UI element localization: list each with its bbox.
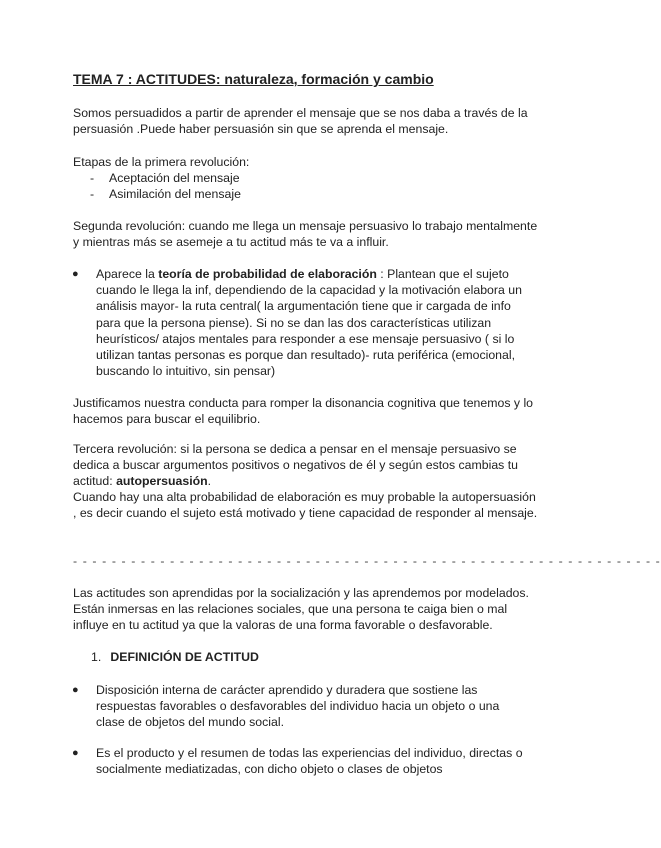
list-item-text: Asimilación del mensaje bbox=[109, 187, 241, 202]
etapas-heading: Etapas de la primera revolución: bbox=[73, 155, 250, 169]
list-item-text: Aceptación del mensaje bbox=[109, 171, 240, 186]
intro-paragraph: Somos persuadidos a partir de aprender el mensaje que se nos daba a través de la persuasión .Puede haber persuasión sin que se aprenda el mensaje. bbox=[73, 106, 528, 137]
actitudes-paragraph: Las actitudes son aprendidas por la socialización y las aprendemos por modelados. Están inmersas en las relaciones sociales, que una persona te caiga bien o mal influye en tu actitud ya que la valoras de una forma favorable o desfavorable. bbox=[73, 586, 529, 633]
section-heading-definicion bbox=[91, 649, 259, 665]
list-item bbox=[73, 186, 538, 202]
justificamos-paragraph: Justificamos nuestra conducta para romper la disonancia cognitiva que tenemos y lo hacemos para buscar el equilibrio. bbox=[73, 396, 534, 427]
definition-text: Es el producto y el resumen de todas las experiencias del individuo, directas o socialmente mediatizadas, con dicho objeto o clases de objetos bbox=[96, 746, 523, 777]
segunda-revolucion-paragraph: Segunda revolución: cuando me llega un mensaje persuasivo lo trabajo mentalmente y mientras más se asemeje a tu actitud más te va a influir. bbox=[73, 219, 538, 250]
bullet-icon: ● bbox=[72, 747, 79, 759]
page-title: TEMA 7 : ACTITUDES: naturaleza, formación y cambio bbox=[73, 71, 434, 87]
tercera-text-before: Tercera revolución: si la persona se dedica a pensar en el mensaje persuasivo se dedica a buscar argumentos positivos o negativos de él y según estos cambias tu actitud: bbox=[73, 442, 518, 489]
section-number: 1. bbox=[91, 650, 102, 664]
list-item bbox=[73, 170, 538, 186]
dash-marker: - bbox=[90, 187, 95, 202]
dashed-separator: - - - - - - - - - - - - - - - - - - - - - - - - - - - - - - - - - - - - - - - - - - - - - - - - - - - - - - - - - - - - - bbox=[73, 554, 661, 568]
teoria-text-after: : Plantean que el sujeto cuando le llega la inf, dependiendo de la capacidad y la motivación elabora un análisis mayor- la ruta central( la argumentación tiene que ir cargada de info para que la persona piense). Si no se dan las dos características utilizan heurísticos/ atajos mentales para responder a ese mensaje persuasivo ( si lo utilizan tantas personas es porque dan resultado)- ruta periférica (emocional, buscando lo intuitivo, sin pensar) bbox=[96, 267, 522, 379]
tercera-revolucion-paragraph bbox=[73, 441, 538, 490]
cuando-paragraph: Cuando hay una alta probabilidad de elaboración es muy probable la autopersuasión , es decir cuando el sujeto está motivado y tiene capacidad de responder al mensaje. bbox=[73, 490, 538, 521]
bullet-icon: ● bbox=[72, 268, 79, 280]
section-title: DEFINICIÓN DE ACTITUD bbox=[110, 650, 259, 664]
bullet-icon: ● bbox=[72, 684, 79, 696]
definition-bullet bbox=[72, 745, 526, 777]
autopersuasion-term: autopersuasión bbox=[116, 474, 208, 489]
teoria-text-before: Aparece la bbox=[96, 267, 159, 281]
etapas-section bbox=[73, 154, 538, 203]
teoria-term: teoría de probabilidad de elaboración bbox=[158, 267, 377, 281]
dash-marker: - bbox=[90, 171, 95, 186]
etapas-list bbox=[73, 170, 538, 202]
teoria-bullet bbox=[72, 266, 526, 379]
definition-text: Disposición interna de carácter aprendido y duradera que sostiene las respuestas favorables o desfavorables del individuo hacia un objeto o una clase de objetos del mundo social. bbox=[96, 683, 500, 730]
definition-bullet bbox=[72, 682, 526, 731]
tercera-text-after: . bbox=[207, 474, 212, 489]
